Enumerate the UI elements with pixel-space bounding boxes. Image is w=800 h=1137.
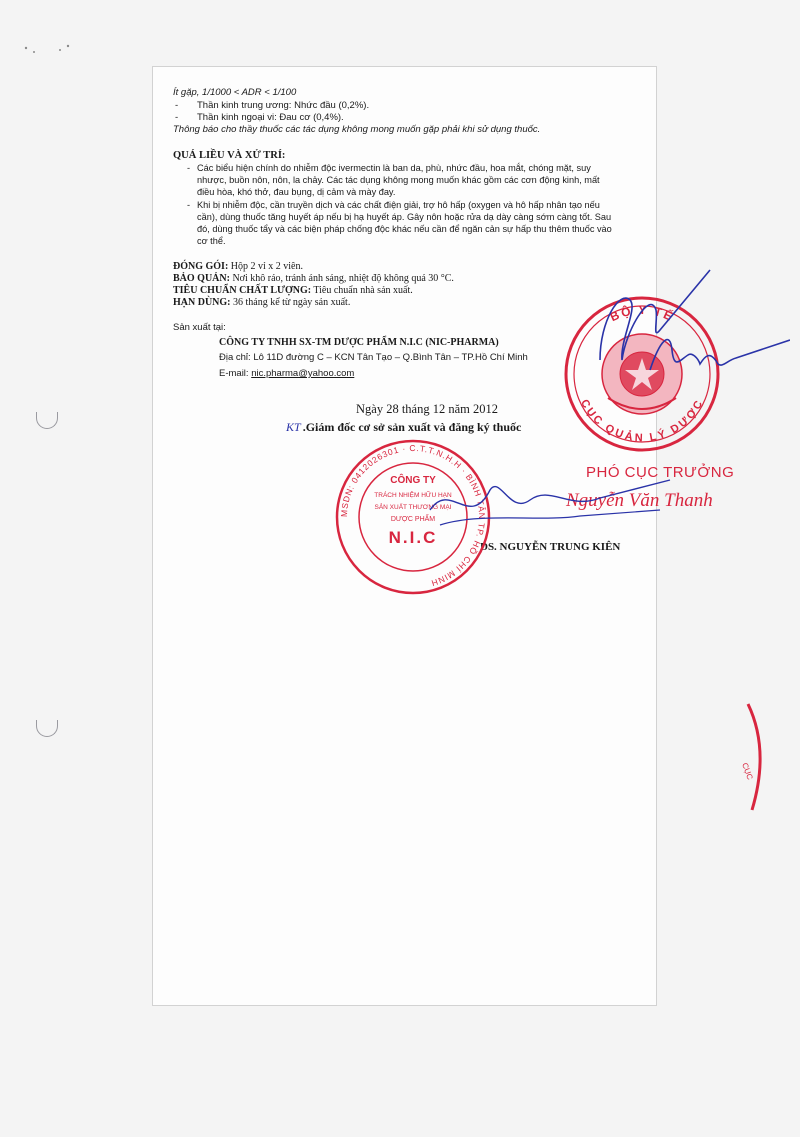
- paragraph-line: cơ thể.: [197, 236, 226, 246]
- paragraph-line: nhược, buồn nôn, nôn, la chảy. Các tác dụng không mong muốn khác gồm các cơn động kinh, mất: [197, 175, 600, 185]
- company-stamp-line: CÔNG TY: [390, 475, 436, 486]
- email-label: E-mail:: [219, 368, 252, 379]
- adr-item: - Thần kinh trung ương: Nhức đầu (0,2%).: [175, 100, 370, 111]
- manufacturer-company: CÔNG TY TNHH SX-TM DƯỢC PHẨM N.I.C (NIC-PHARMA): [219, 337, 499, 348]
- storage-value: Nơi khô ráo, tránh ánh sáng, nhiệt độ không quá 30 °C.: [229, 273, 454, 284]
- scan-specks: [20, 40, 80, 60]
- paragraph-line: Khi bị nhiễm độc, cần truyền dịch và các chất điện giải, trợ hô hấp (oxygen và hô hấp nhân tạo nếu: [197, 200, 600, 210]
- manufacturer-address: Địa chỉ: Lô 11D đường C – KCN Tân Tạo – Q.Bình Tân – TP.Hồ Chí Minh: [219, 352, 528, 363]
- expiry-label: HẠN DÙNG:: [173, 297, 231, 308]
- fragment-text: CỤC: [740, 761, 755, 781]
- company-stamp-line: N.I.C: [388, 528, 438, 547]
- adr-item-text: Thần kinh trung ương: Nhức đầu (0,2%).: [197, 100, 370, 111]
- partial-stamp-fragment: [740, 700, 790, 820]
- signoff-title: .Giám đốc cơ sở sản xuất và đăng ký thuốc: [302, 420, 522, 434]
- binder-hole-mark: [36, 412, 58, 429]
- paragraph-line: đó, dùng thuốc tẩy và các biện pháp chống độc khác nếu cần để ngăn cản sự hấp thu thêm thuốc vào: [197, 224, 612, 234]
- paragraph-line: cần), dùng thuốc tăng huyết áp nếu bị hạ huyết áp. Gây nôn hoặc rửa dạ dày càng sớm càng tốt. Sau: [197, 212, 612, 222]
- signature-director: [420, 470, 680, 550]
- binder-hole-mark: [36, 720, 58, 737]
- expiry-line: [173, 296, 350, 309]
- packaging-value: Hộp 2 vỉ x 2 viên.: [228, 261, 303, 272]
- company-stamp-line: TRÁCH NHIỆM HỮU HẠN: [374, 492, 452, 499]
- signoff-title-line: [286, 421, 521, 434]
- overdose-item: - Khi bị nhiễm độc, cần truyền dịch và các chất điện giải, trợ hô hấp (oxygen và hô hấp nhân tạo nếu cần), dùng thuốc tăng huyết áp nếu bị hạ huyết áp. Gây nôn hoặc rửa dạ dày càng sớm càng tốt. Sau đó, dùng thuốc tẩy và các biện pháp chống độc khác nếu cần để ngăn cản sự hấp thu thêm thuốc vào cơ thể.: [197, 199, 677, 247]
- approval-name: Nguyễn Văn Thanh: [566, 490, 713, 511]
- standard-label: TIÊU CHUẨN CHẤT LƯỢNG:: [173, 285, 312, 296]
- packaging-label: ĐÓNG GÓI:: [173, 261, 229, 272]
- signer-name: DS. NGUYỄN TRUNG KIÊN: [480, 541, 621, 553]
- overdose-heading: QUÁ LIỀU VÀ XỬ TRÍ:: [173, 150, 286, 161]
- expiry-value: 36 tháng kể từ ngày sản xuất.: [230, 297, 351, 308]
- company-stamp-ring-text: MSDN: 0412026301 · C.T.T.N.H.H · BÌNH TÂN TP. HỒ CHÍ MINH: [338, 442, 488, 589]
- adr-item-text: Thần kinh ngoại vi: Đau cơ (0,4%).: [197, 112, 344, 123]
- adr-notice: Thông báo cho thầy thuốc các tác dụng không mong muốn gặp phải khi sử dụng thuốc.: [173, 124, 541, 135]
- paragraph-line: Các biểu hiện chính do nhiễm độc ivermectin là ban da, phù, nhức đầu, hoa mắt, chóng mặt, suy: [197, 163, 591, 173]
- signoff-date: Ngày 28 tháng 12 năm 2012: [356, 402, 498, 416]
- stamp-bottom-text: CỤC QUẢN LÝ DƯỢC: [578, 397, 706, 445]
- stamp-top-text: BỘ Y TẾ: [607, 302, 677, 325]
- adr-item: - Thần kinh ngoại vi: Đau cơ (0,4%).: [175, 112, 344, 123]
- storage-label: BẢO QUẢN:: [173, 273, 230, 284]
- company-stamp-line: SẢN XUẤT THƯƠNG MẠI: [374, 504, 452, 511]
- manufacturer-email-line: [219, 367, 354, 380]
- approval-title: PHÓ CỤC TRƯỞNG: [586, 464, 735, 481]
- company-stamp-line: DƯỢC PHẨM: [390, 516, 436, 523]
- standard-value: Tiêu chuẩn nhà sản xuất.: [311, 285, 413, 296]
- manufacturer-label: Sản xuất tại:: [173, 322, 226, 333]
- handwritten-prefix: KT: [286, 420, 301, 434]
- adr-rare-heading: Ít gặp, 1/1000 < ADR < 1/100: [173, 87, 297, 98]
- email-link[interactable]: nic.pharma@yahoo.com: [251, 368, 355, 379]
- overdose-item: - Các biểu hiện chính do nhiễm độc ivermectin là ban da, phù, nhức đầu, hoa mắt, chóng mặt, suy nhược, buồn nôn, nôn, la chảy. Các tác dụng không mong muốn khác gồm các cơn động kinh, mất điều hòa, khó thở, đau bụng, dị cảm và mày đay.: [197, 162, 677, 198]
- signature-official: [560, 260, 790, 400]
- paragraph-line: điều hòa, khó thở, đau bụng, dị cảm và mày đay.: [197, 187, 396, 197]
